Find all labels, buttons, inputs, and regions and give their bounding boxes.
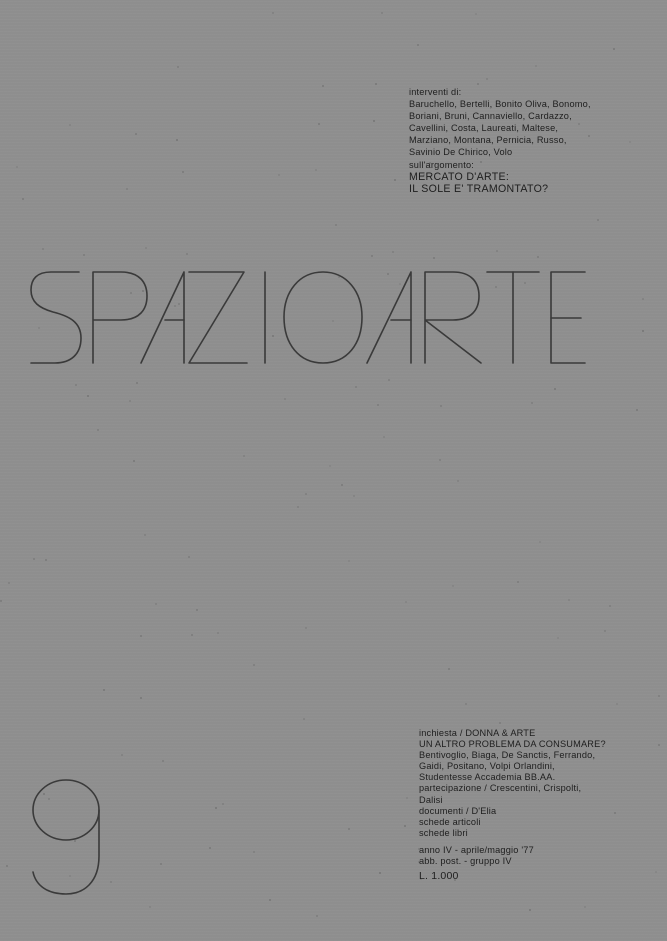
paper-speck	[658, 695, 660, 697]
paper-speck	[322, 85, 324, 87]
feature-headline-line: MERCATO D'ARTE:	[409, 170, 510, 183]
contents-line: Bentivoglio, Biaga, De Sanctis, Ferrando,	[419, 750, 596, 761]
paper-speck	[303, 718, 305, 720]
contributors-line: Cavellini, Costa, Laureati, Maltese,	[409, 123, 559, 134]
paper-speck	[149, 906, 151, 908]
paper-speck	[388, 379, 390, 381]
paper-speck	[371, 255, 373, 257]
paper-speck	[539, 541, 541, 543]
paper-speck	[353, 495, 355, 497]
paper-speck	[177, 66, 179, 68]
paper-speck	[110, 881, 112, 883]
paper-speck	[253, 851, 255, 853]
contributors-line: Marziano, Montana, Pernicia, Russo,	[409, 135, 567, 146]
contents-line: inchiesta / DONNA & ARTE	[419, 728, 536, 738]
paper-speck	[42, 248, 44, 250]
paper-speck	[439, 459, 441, 461]
paper-speck	[188, 556, 190, 558]
paper-speck	[535, 65, 537, 67]
paper-speck	[440, 405, 442, 407]
paper-speck	[45, 559, 47, 561]
paper-speck	[642, 330, 644, 332]
paper-speck	[355, 386, 357, 388]
paper-speck	[0, 600, 2, 602]
paper-speck	[278, 174, 280, 176]
paper-speck	[136, 382, 138, 384]
masthead-logo	[29, 262, 589, 370]
paper-speck	[379, 872, 381, 874]
paper-speck	[33, 558, 35, 560]
paper-speck	[217, 632, 219, 634]
paper-speck	[243, 455, 245, 457]
paper-speck	[269, 899, 271, 901]
paper-speck	[196, 609, 198, 611]
paper-speck	[584, 906, 586, 908]
paper-speck	[499, 722, 501, 724]
paper-speck	[381, 12, 383, 14]
price: L. 1.000	[419, 870, 459, 883]
paper-speck	[69, 124, 71, 126]
contents-line: schede articoli	[419, 816, 481, 827]
paper-speck	[392, 251, 394, 253]
paper-speck	[531, 402, 533, 404]
paper-speck	[375, 83, 377, 85]
paper-speck	[433, 257, 435, 259]
paper-speck	[486, 78, 488, 80]
paper-speck	[215, 807, 217, 809]
contributors-intro: interventi di:	[409, 87, 462, 97]
paper-speck	[406, 797, 408, 799]
paper-speck	[75, 384, 77, 386]
paper-speck	[135, 133, 137, 135]
paper-speck	[284, 398, 286, 400]
paper-speck	[297, 506, 299, 508]
contents-line: Gaidi, Positano, Volpi Orlandini,	[419, 761, 555, 772]
paper-speck	[318, 123, 320, 125]
paper-speck	[6, 865, 8, 867]
paper-speck	[448, 668, 450, 670]
paper-speck	[348, 560, 350, 562]
paper-speck	[452, 585, 454, 587]
paper-speck	[186, 253, 188, 255]
paper-speck	[305, 493, 307, 495]
paper-speck	[658, 744, 660, 746]
paper-speck	[176, 139, 178, 141]
paper-speck	[272, 12, 274, 14]
paper-speck	[329, 465, 331, 467]
paper-speck	[155, 603, 157, 605]
paper-speck	[642, 298, 644, 300]
contributors-line: Boriani, Bruni, Cannaviello, Cardazzo,	[409, 111, 572, 122]
paper-speck	[140, 697, 142, 699]
contents-line: documenti / D'Elia	[419, 805, 497, 816]
paper-speck	[126, 188, 128, 190]
paper-speck	[465, 703, 467, 705]
paper-speck	[636, 409, 638, 411]
paper-speck	[616, 703, 618, 705]
paper-speck	[537, 256, 539, 258]
paper-speck	[348, 828, 350, 830]
paper-speck	[604, 630, 606, 632]
contents-block	[419, 728, 649, 882]
contents-line: Dalisi	[419, 794, 443, 805]
paper-speck	[568, 599, 570, 601]
paper-speck	[609, 605, 611, 607]
paper-speck	[22, 198, 24, 200]
contributors-block	[409, 86, 649, 196]
paper-speck	[144, 534, 146, 536]
paper-speck	[335, 224, 337, 226]
paper-speck	[145, 247, 147, 249]
paper-speck	[253, 664, 255, 666]
topic-label: sull'argomento:	[409, 159, 475, 170]
paper-speck	[129, 400, 131, 402]
paper-speck	[191, 634, 193, 636]
paper-speck	[222, 803, 224, 805]
paper-speck	[160, 863, 162, 865]
paper-speck	[209, 847, 211, 849]
paper-speck	[477, 83, 479, 85]
paper-speck	[457, 480, 459, 482]
paper-speck	[377, 404, 379, 406]
paper-speck	[405, 601, 407, 603]
paper-speck	[557, 637, 559, 639]
paper-speck	[103, 689, 105, 691]
paper-speck	[133, 460, 135, 462]
paper-speck	[8, 582, 10, 584]
paper-speck	[597, 219, 599, 221]
paper-speck	[87, 395, 89, 397]
paper-speck	[404, 825, 406, 827]
contributors-line: Baruchello, Bertelli, Bonito Oliva, Bonomo,	[409, 99, 591, 110]
paper-speck	[341, 484, 343, 486]
issue-number	[28, 778, 108, 903]
paper-speck	[121, 754, 123, 756]
paper-speck	[496, 250, 498, 252]
paper-speck	[554, 388, 556, 390]
paper-speck	[315, 169, 317, 171]
paper-speck	[529, 909, 531, 911]
paper-speck	[475, 13, 477, 15]
paper-speck	[655, 871, 657, 873]
contributors-line: Savinio De Chirico, Volo	[409, 147, 513, 158]
contents-line: Studentesse Accademia BB.AA.	[419, 772, 556, 783]
paper-speck	[162, 760, 164, 762]
paper-speck	[140, 635, 142, 637]
paper-speck	[97, 429, 99, 431]
paper-speck	[417, 44, 419, 46]
contents-line: partecipazione / Crescentini, Crispolti,	[419, 783, 582, 794]
paper-speck	[613, 48, 615, 50]
paper-speck	[373, 120, 375, 122]
paper-speck	[394, 179, 396, 181]
paper-speck	[83, 254, 85, 256]
paper-speck	[305, 627, 307, 629]
paper-speck	[517, 581, 519, 583]
contents-line: UN ALTRO PROBLEMA DA CONSUMARE?	[419, 739, 606, 750]
paper-speck	[383, 436, 385, 438]
paper-speck	[16, 166, 18, 168]
paper-speck	[316, 915, 318, 917]
issue-date: anno IV - aprile/maggio '77	[419, 844, 534, 855]
contents-line: schede libri	[419, 827, 468, 838]
paper-speck	[182, 171, 184, 173]
feature-headline-line: IL SOLE E' TRAMONTATO?	[409, 183, 549, 196]
postal-info: abb. post. - gruppo IV	[419, 856, 512, 867]
